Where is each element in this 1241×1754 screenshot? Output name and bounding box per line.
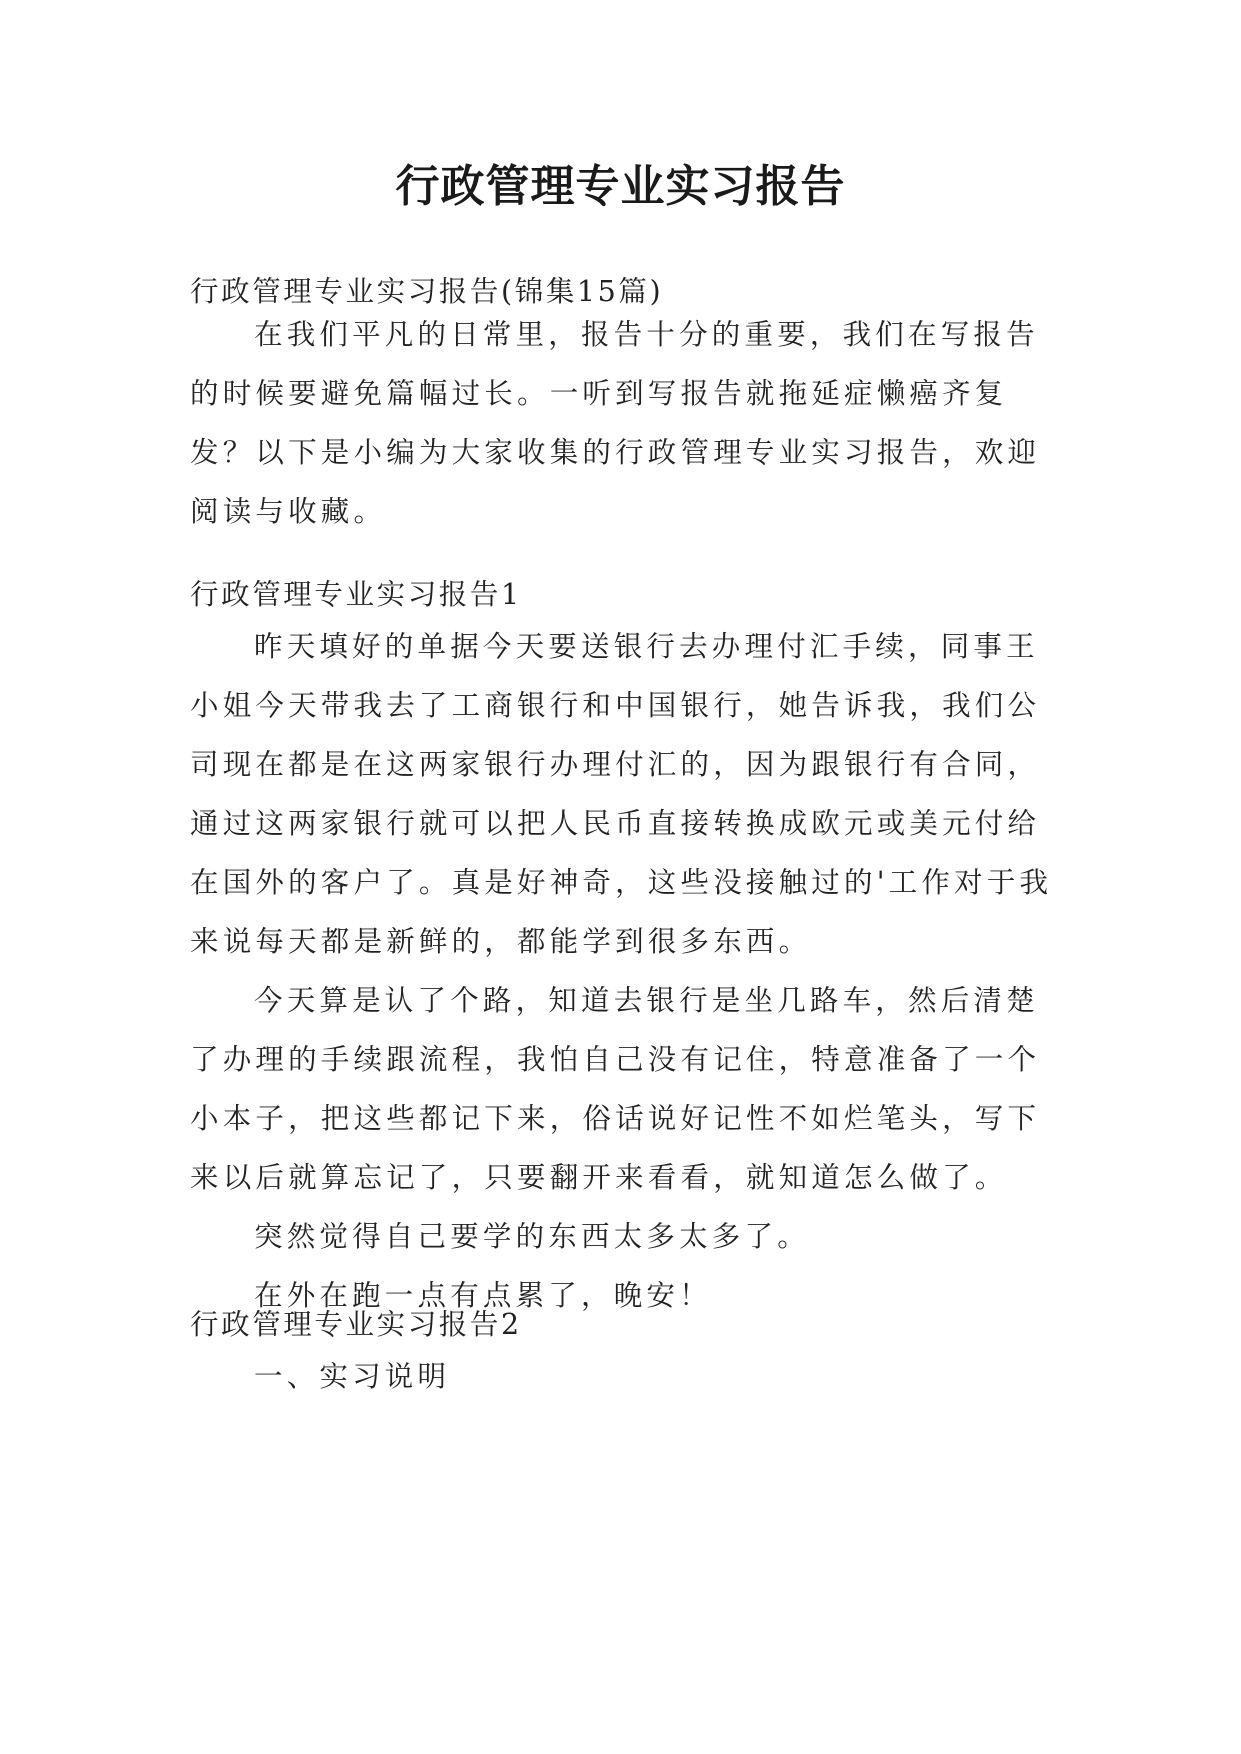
section-1-body [190,617,1055,1325]
section-2-paragraph-1: 一、实习说明 [254,1360,451,1393]
intro-paragraph-block [190,305,1055,541]
section-heading-2: 行政管理专业实习报告2 [190,1308,522,1341]
document-title: 行政管理专业实习报告 [395,161,846,212]
document-subtitle: 行政管理专业实习报告(锦集15篇) [190,275,664,308]
section-2-body [190,1347,1055,1406]
intro-paragraph: 在我们平凡的日常里，报告十分的重要，我们在写报告的时候要避免篇幅过长。一听到写报告就拖延症懒癌齐复发？以下是小编为大家收集的行政管理专业实习报告，欢迎阅读与收藏。 [190,318,1041,528]
section-1-paragraph-4: 在外在跑一点有点累了，晚安！ [254,1279,712,1312]
section-1-paragraph-3: 突然觉得自己要学的东西太多太多了。 [254,1220,810,1253]
section-1-paragraph-1: 昨天填好的单据今天要送银行去办理付汇手续，同事王小姐今天带我去了工商银行和中国银行，她告诉我，我们公司现在都是在这两家银行办理付汇的，因为跟银行有合同，通过这两家银行就可以把人民币直接转换成欧元或美元付给在国外的客户了。真是好神奇，这些没接触过的'工作对于我来说每天都是新鲜的，都能学到很多东西。 [190,630,1053,958]
section-1-paragraph-2: 今天算是认了个路，知道去银行是坐几路车，然后清楚了办理的手续跟流程，我怕自己没有记住，特意准备了一个小本子，把这些都记下来，俗话说好记性不如烂笔头，写下来以后就算忘记了，只要翻开来看看，就知道怎么做了。 [190,984,1041,1194]
section-heading-1: 行政管理专业实习报告1 [190,578,522,611]
